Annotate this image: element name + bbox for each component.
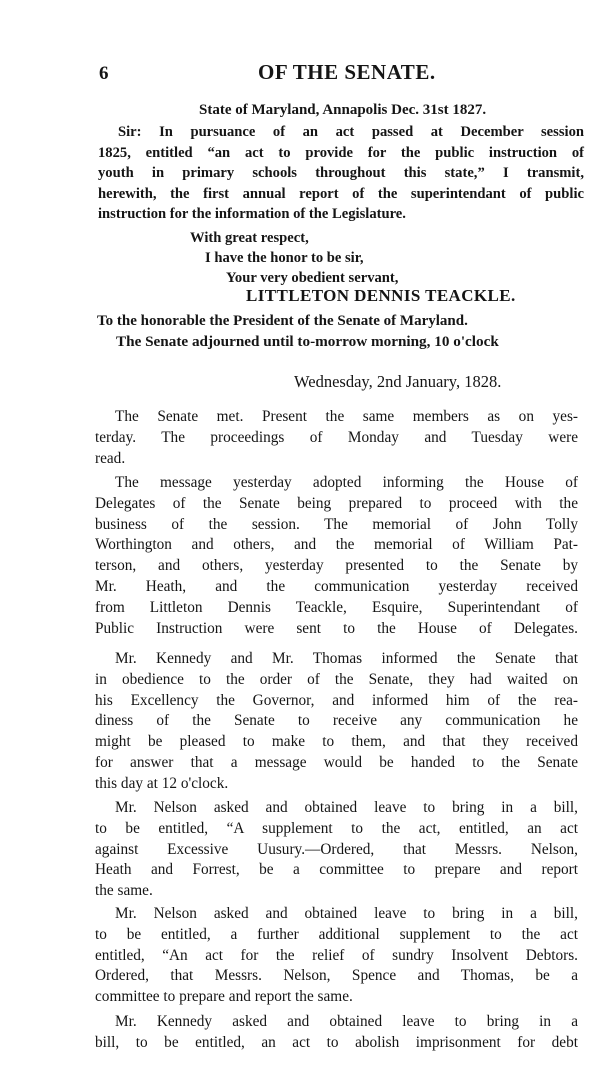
paragraph-insolvent-bill xyxy=(95,904,578,1008)
paragraph-line: Heath and Forrest, be a committee to prepare and report xyxy=(95,861,578,879)
paragraph-line: diness of the Senate to receive any communication he xyxy=(95,712,578,730)
paragraph-line: Worthington and others, and the memorial of William Pat- xyxy=(95,536,578,554)
paragraph-line: entitled, “An act for the relief of sundry Insolvent Debtors. xyxy=(95,946,578,964)
letter-closing: With great respect, xyxy=(190,230,309,246)
paragraph-line: Mr. Kennedy and Mr. Thomas informed the Senate that xyxy=(115,650,578,667)
paragraph-line: bill, to be entitled, an act to abolish imprisonment for debt xyxy=(95,1033,578,1051)
letter-dateline: State of Maryland, Annapolis Dec. 31st 1827. xyxy=(199,102,487,118)
paragraph-line: against Excessive Uusury.—Ordered, that Messrs. Nelson, xyxy=(95,840,578,858)
paragraph-senate-met xyxy=(95,407,578,469)
paragraph-line: to be entitled, a further additional supplement to the act xyxy=(95,925,578,943)
paragraph-line: might be pleased to make to them, and that they received xyxy=(95,733,578,751)
paragraph-line: terday. The proceedings of Monday and Tuesday were xyxy=(95,428,578,446)
paragraph-line: Delegates of the Senate being prepared to proceed with the xyxy=(95,494,578,512)
page-number: 6 xyxy=(99,63,109,84)
paragraph-line: The Senate met. Present the same members as on yes- xyxy=(115,408,578,425)
paragraph-imprisonment-bill xyxy=(95,1012,578,1054)
letter-signature: LITTLETON DENNIS TEACKLE. xyxy=(246,286,516,305)
letter-closing: I have the honor to be sir, xyxy=(205,250,364,266)
paragraph-line: Mr. Nelson asked and obtained leave to bring in a bill, xyxy=(115,799,578,816)
paragraph-message xyxy=(95,473,578,639)
paragraph-line: Mr. Heath, and the communication yesterday received xyxy=(95,577,578,595)
paragraph-line: the same. xyxy=(95,882,153,900)
adjournment-note: The Senate adjourned until to-morrow morning, 10 o'clock xyxy=(116,333,499,350)
letter-body xyxy=(98,122,584,225)
paragraph-line: business of the session. The memorial of John Tolly xyxy=(95,515,578,533)
letter-addressee: To the honorable the President of the Senate of Maryland. xyxy=(97,313,468,329)
paragraph-line: for answer that a message would be handed to the Senate xyxy=(95,753,578,771)
day-heading: Wednesday, 2nd January, 1828. xyxy=(294,372,502,391)
paragraph-line: Public Instruction were sent to the House of Delegates. xyxy=(95,619,578,637)
paragraph-line: terson, and others, yesterday presented to the Senate by xyxy=(95,557,578,575)
paragraph-line: from Littleton Dennis Teackle, Esquire, Superintendant of xyxy=(95,598,578,616)
paragraph-line: The message yesterday adopted informing the House of xyxy=(115,474,578,491)
letter-closing: Your very obedient servant, xyxy=(226,270,399,286)
letter-line: herewith, the first annual report of the superintendant of public xyxy=(98,185,584,202)
paragraph-governor xyxy=(95,649,578,795)
paragraph-line: to be entitled, “A supplement to the act, entitled, an act xyxy=(95,819,578,837)
paragraph-line: read. xyxy=(95,449,126,467)
paragraph-usury-bill xyxy=(95,798,578,902)
letter-line: 1825, entitled “an act to provide for the public instruction of xyxy=(98,144,584,161)
paragraph-line: Ordered, that Messrs. Nelson, Spence and Thomas, be a xyxy=(95,967,578,985)
letter-line: youth in primary schools throughout this state,” I transmit, xyxy=(98,165,584,181)
letter-line: instruction for the information of the Legislature. xyxy=(98,206,406,222)
paragraph-line: in obedience to the order of the Senate, they had waited on xyxy=(95,670,578,688)
letter-line: Sir: In pursuance of an act passed at December session xyxy=(118,124,584,140)
paragraph-line: his Excellency the Governor, and informed him of the rea- xyxy=(95,691,578,709)
paragraph-line: Mr. Nelson asked and obtained leave to bring in a bill, xyxy=(115,905,578,922)
paragraph-line: committee to prepare and report the same. xyxy=(95,988,353,1006)
paragraph-line: this day at 12 o'clock. xyxy=(95,774,229,792)
paragraph-line: Mr. Kennedy asked and obtained leave to bring in a xyxy=(115,1013,578,1030)
running-head: OF THE SENATE. xyxy=(258,60,436,84)
